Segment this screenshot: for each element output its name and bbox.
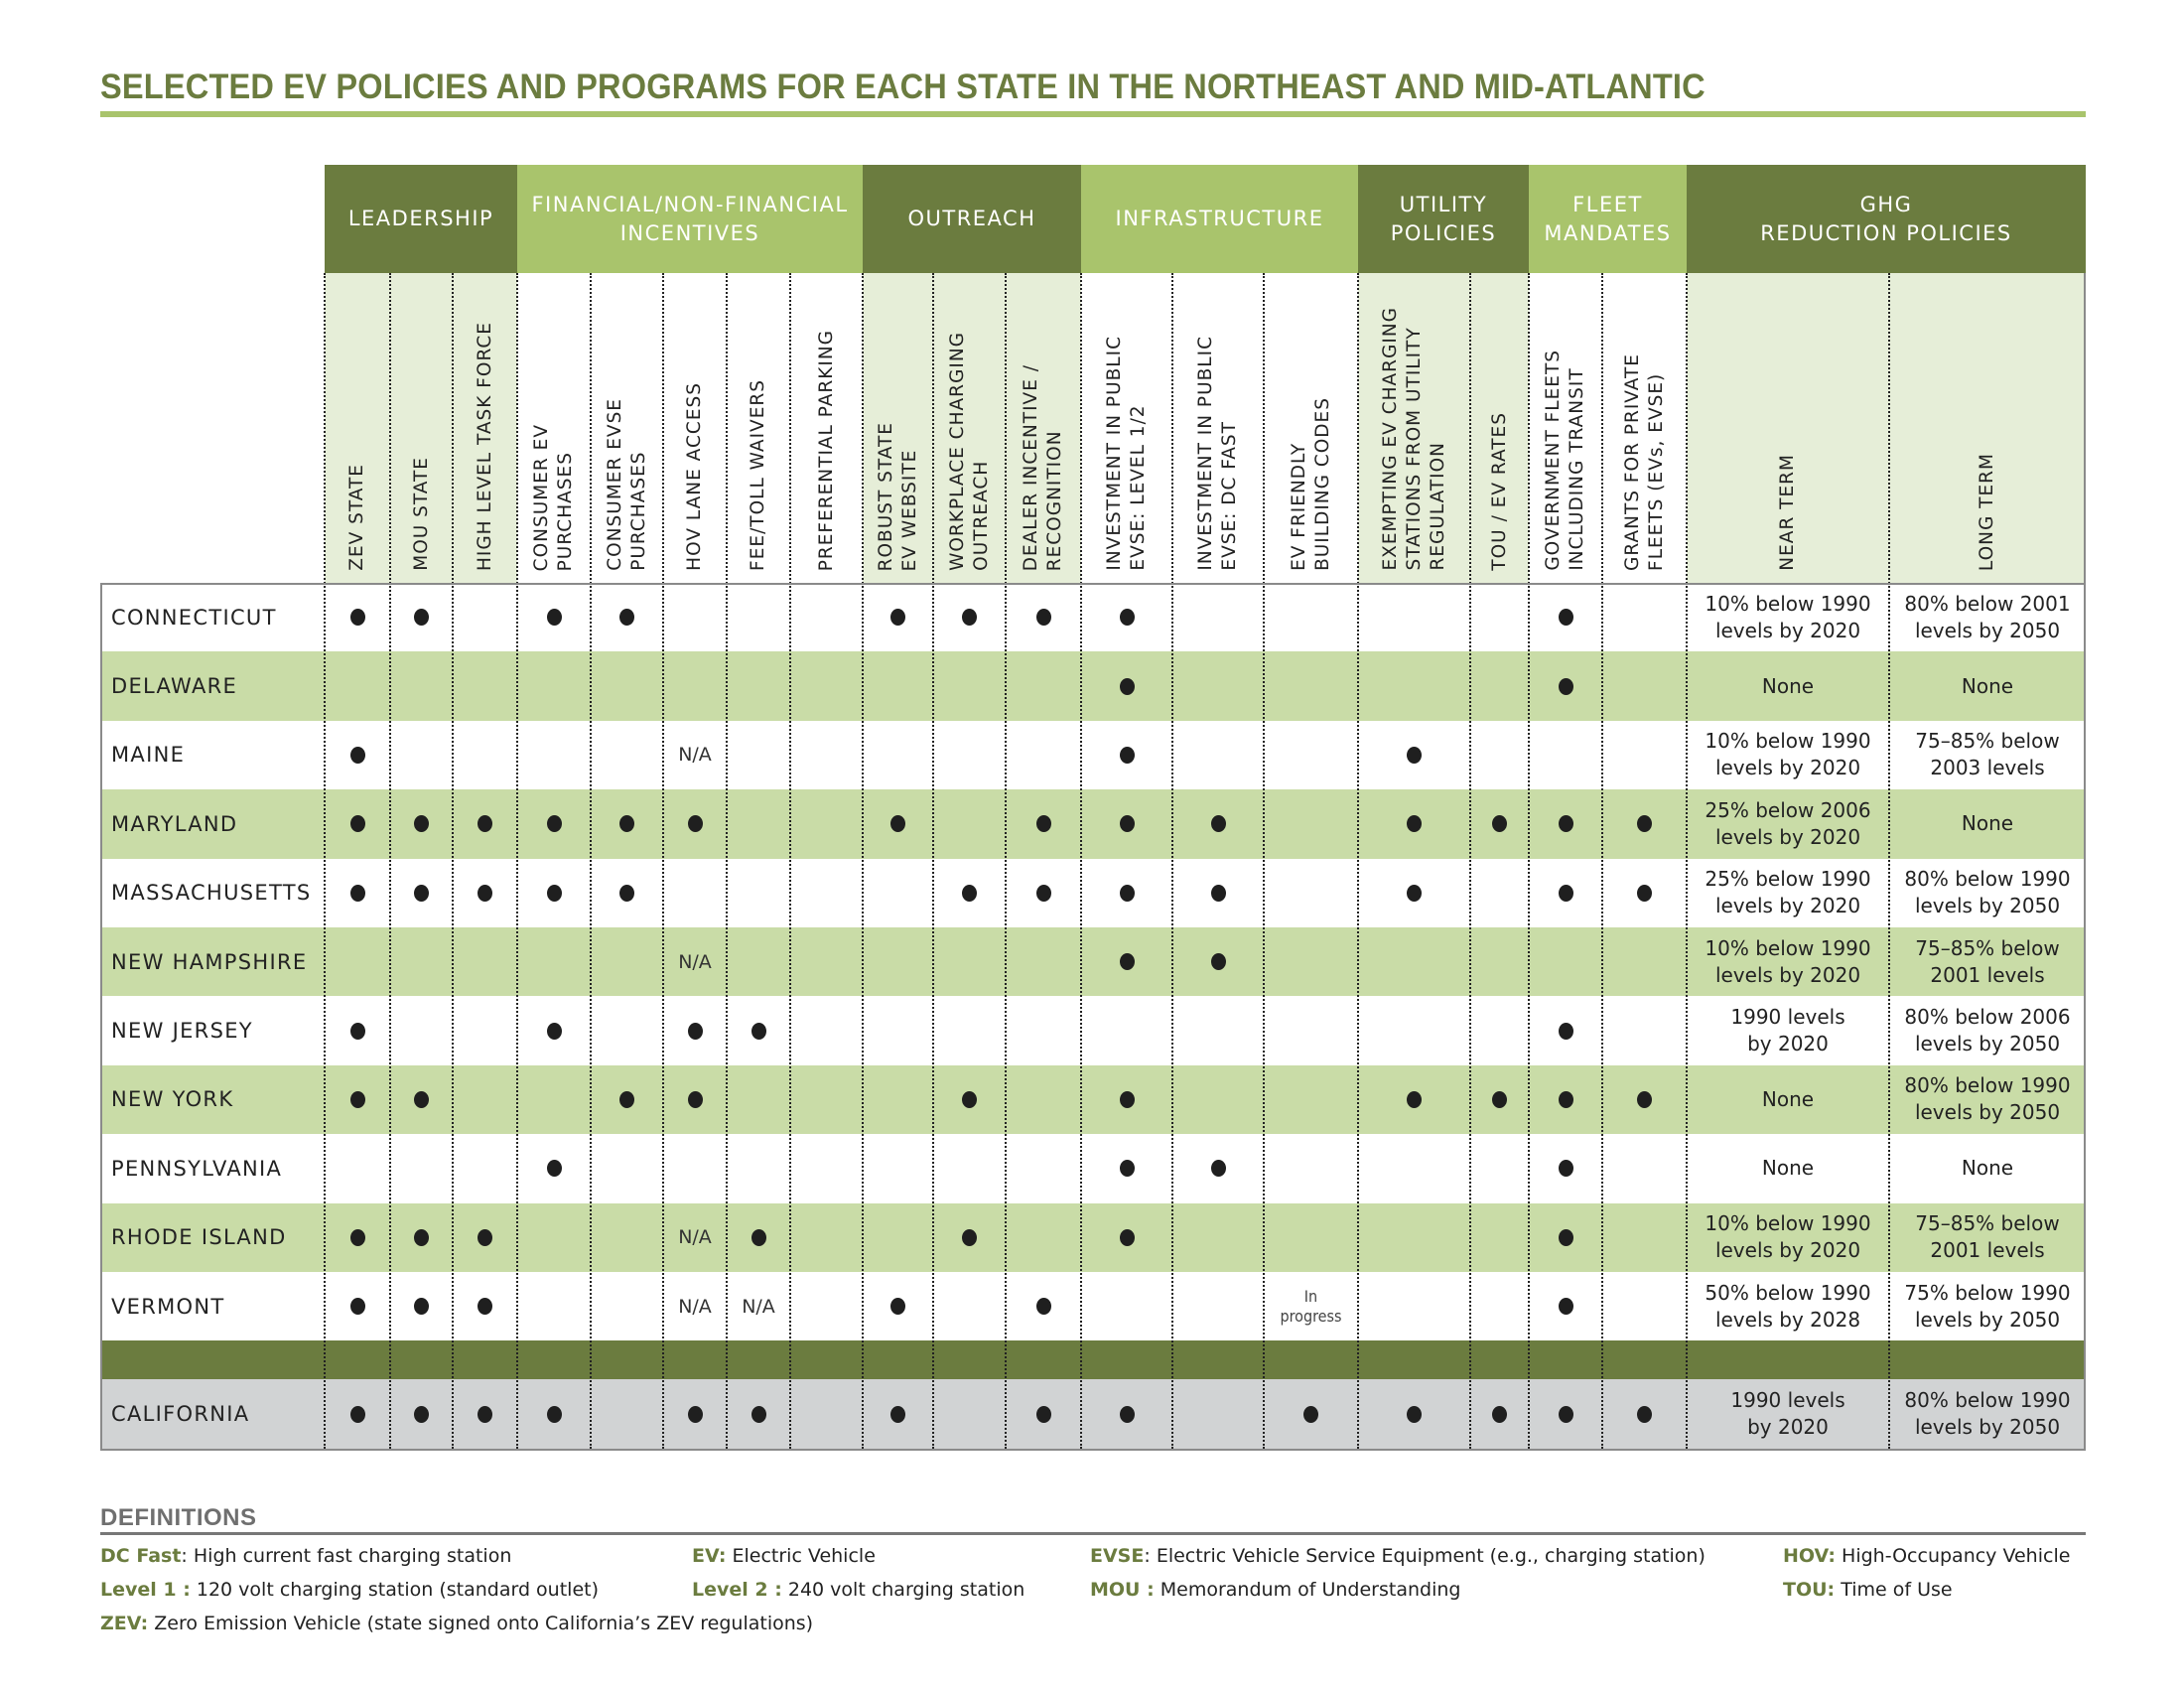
- column-divider: [726, 273, 728, 1449]
- column-header: [1470, 273, 1529, 583]
- column-divider: [932, 273, 934, 1449]
- policy-dot-icon: [1407, 885, 1422, 902]
- column-header: [453, 273, 517, 583]
- group-header: OUTREACH: [863, 165, 1081, 273]
- policy-dot-icon: [1559, 609, 1573, 626]
- table-border-top: [100, 583, 2086, 585]
- long-term-target: None: [1961, 811, 2014, 836]
- column-header-label: MOU STATE: [410, 457, 432, 571]
- column-header: [1006, 273, 1081, 583]
- policy-dot-icon: [478, 885, 492, 902]
- group-header: INFRASTRUCTURE: [1081, 165, 1358, 273]
- column-header-label: GRANTS FOR PRIVATE FLEETS (EVs, EVSE): [1621, 353, 1667, 571]
- column-header-label: HOV LANE ACCESS: [684, 382, 705, 571]
- policy-dot-icon: [1211, 953, 1226, 970]
- policy-dot-icon: [350, 747, 365, 764]
- policy-dot-icon: [962, 1091, 977, 1108]
- near-term-target: 25% below 1990 levels by 2020: [1705, 867, 1871, 918]
- column-divider: [1686, 273, 1688, 1449]
- column-divider: [1888, 273, 1890, 1449]
- policy-dot-icon: [1120, 747, 1135, 764]
- near-term-target: None: [1761, 1156, 1815, 1181]
- policy-dot-icon: [1303, 1406, 1318, 1423]
- section-separator: [100, 1340, 2086, 1379]
- policy-dot-icon: [1559, 1091, 1573, 1108]
- definition-text: Time of Use: [1841, 1579, 1953, 1601]
- policy-dot-icon: [547, 609, 562, 626]
- column-divider: [1601, 273, 1603, 1449]
- policy-dot-icon: [1211, 815, 1226, 832]
- definition-item: [100, 1545, 511, 1567]
- column-divider: [662, 273, 664, 1449]
- policy-dot-icon: [1492, 1406, 1507, 1423]
- policy-dot-icon: [547, 815, 562, 832]
- policy-dot-icon: [414, 1091, 429, 1108]
- policy-dot-icon: [414, 885, 429, 902]
- policy-dot-icon: [1120, 1091, 1135, 1108]
- definition-term: EV:: [692, 1545, 727, 1567]
- column-divider: [590, 273, 592, 1449]
- policy-dot-icon: [1120, 609, 1135, 626]
- policy-dot-icon: [1120, 678, 1135, 695]
- column-divider: [1005, 273, 1007, 1449]
- definition-term: HOV:: [1783, 1545, 1836, 1567]
- definition-text: 120 volt charging station (standard outlet): [196, 1579, 600, 1601]
- policy-dot-icon: [1211, 885, 1226, 902]
- definition-text: Zero Emission Vehicle (state signed onto California’s ZEV regulations): [154, 1613, 814, 1634]
- policy-dot-icon: [890, 1406, 905, 1423]
- near-term-target: 1990 levels by 2020: [1730, 1388, 1845, 1440]
- policy-dot-icon: [1407, 1406, 1422, 1423]
- policy-dot-icon: [1036, 1298, 1051, 1315]
- policy-dot-icon: [1120, 953, 1135, 970]
- policy-dot-icon: [962, 1229, 977, 1246]
- definition-text: 240 volt charging station: [787, 1579, 1025, 1601]
- definition-text: High current fast charging station: [193, 1545, 512, 1567]
- policy-dot-icon: [1559, 1023, 1573, 1040]
- column-header: [1264, 273, 1358, 583]
- column-header-label: EV FRIENDLY BUILDING CODES: [1288, 397, 1333, 571]
- not-applicable: N/A: [678, 1295, 712, 1318]
- table-border-bottom: [100, 1449, 2086, 1451]
- definition-item: [1783, 1545, 2070, 1567]
- near-term-target: 25% below 2006 levels by 2020: [1705, 797, 1871, 849]
- page-title: SELECTED EV POLICIES AND PROGRAMS FOR EACH STATE IN THE NORTHEAST AND MID-ATLANTIC: [100, 68, 1706, 106]
- policy-dot-icon: [1036, 609, 1051, 626]
- column-header: [1687, 273, 1889, 583]
- column-divider: [1469, 273, 1471, 1449]
- near-term-target: 50% below 1990 levels by 2028: [1705, 1280, 1871, 1332]
- long-term-target: 75–85% below 2001 levels: [1915, 935, 2060, 987]
- long-term-target: 75% below 1990 levels by 2050: [1904, 1280, 2071, 1332]
- policy-dot-icon: [1036, 1406, 1051, 1423]
- column-header-label: FEE/TOLL WAIVERS: [748, 379, 768, 571]
- policy-dot-icon: [1637, 1091, 1652, 1108]
- state-name: NEW YORK: [111, 1087, 234, 1112]
- not-applicable: N/A: [742, 1295, 775, 1318]
- definition-text: Memorandum of Understanding: [1160, 1579, 1461, 1601]
- column-header-label: DEALER INCENTIVE / RECOGNITION: [1021, 363, 1065, 571]
- policy-dot-icon: [1407, 747, 1422, 764]
- column-header: [1172, 273, 1264, 583]
- policy-dot-icon: [1211, 1160, 1226, 1177]
- policy-dot-icon: [1637, 885, 1652, 902]
- not-applicable: N/A: [678, 744, 712, 767]
- not-applicable: N/A: [678, 1226, 712, 1249]
- column-header-label: EXEMPTING EV CHARGING STATIONS FROM UTILITY REGULATION: [1379, 307, 1448, 571]
- policy-dot-icon: [962, 885, 977, 902]
- policy-dot-icon: [1559, 1406, 1573, 1423]
- long-term-target: 80% below 2001 levels by 2050: [1904, 591, 2071, 642]
- policy-dot-icon: [619, 1091, 634, 1108]
- column-header-label: CONSUMER EV PURCHASES: [531, 423, 576, 571]
- column-divider: [1528, 273, 1530, 1449]
- long-term-target: 80% below 2006 levels by 2050: [1904, 1005, 2071, 1056]
- policy-dot-icon: [688, 1091, 703, 1108]
- column-header-label: NEAR TERM: [1777, 454, 1798, 571]
- long-term-target: 80% below 1990 levels by 2050: [1904, 1388, 2071, 1440]
- policy-dot-icon: [751, 1229, 766, 1246]
- not-applicable: N/A: [678, 950, 712, 973]
- definition-term: MOU :: [1090, 1579, 1155, 1601]
- definition-separator: :: [181, 1545, 194, 1567]
- policy-dot-icon: [1492, 1091, 1507, 1108]
- column-header: [1081, 273, 1172, 583]
- column-header-label: WORKPLACE CHARGING OUTREACH: [946, 332, 992, 571]
- policy-dot-icon: [1120, 885, 1135, 902]
- in-progress-note: In progress: [1280, 1286, 1342, 1326]
- policy-dot-icon: [688, 815, 703, 832]
- column-header: [390, 273, 453, 583]
- policy-dot-icon: [1036, 885, 1051, 902]
- column-divider: [1263, 273, 1265, 1449]
- column-header: [1602, 273, 1687, 583]
- policy-dot-icon: [688, 1023, 703, 1040]
- definition-term: ZEV:: [100, 1613, 149, 1634]
- policy-dot-icon: [350, 1406, 365, 1423]
- policy-dot-icon: [547, 1160, 562, 1177]
- definition-item: [1783, 1579, 1953, 1601]
- column-header-label: INVESTMENT IN PUBLIC EVSE: DC FAST: [1195, 336, 1240, 571]
- column-divider: [389, 273, 391, 1449]
- column-header: [727, 273, 790, 583]
- near-term-target: 10% below 1990 levels by 2020: [1705, 729, 1871, 780]
- column-header: [1358, 273, 1470, 583]
- state-name: MASSACHUSETTS: [111, 881, 312, 906]
- policy-dot-icon: [414, 1229, 429, 1246]
- group-header: LEADERSHIP: [325, 165, 517, 273]
- column-divider: [1171, 273, 1173, 1449]
- definition-item: [692, 1579, 1024, 1601]
- column-divider: [1080, 273, 1082, 1449]
- table-border-right: [2084, 273, 2086, 1449]
- column-header: [591, 273, 663, 583]
- column-header: [517, 273, 591, 583]
- column-divider: [324, 273, 326, 1449]
- state-name: DELAWARE: [111, 674, 238, 699]
- near-term-target: None: [1761, 1086, 1815, 1111]
- definition-text: Electric Vehicle: [732, 1545, 876, 1567]
- policy-dot-icon: [1559, 1160, 1573, 1177]
- long-term-target: 80% below 1990 levels by 2050: [1904, 867, 2071, 918]
- state-name: MARYLAND: [111, 811, 238, 836]
- near-term-target: 10% below 1990 levels by 2020: [1705, 1211, 1871, 1263]
- definition-text: Electric Vehicle Service Equipment (e.g., charging station): [1156, 1545, 1706, 1567]
- column-header-label: TOU / EV RATES: [1488, 412, 1510, 571]
- policy-dot-icon: [1120, 1406, 1135, 1423]
- column-divider: [862, 273, 864, 1449]
- column-header: [325, 273, 390, 583]
- policy-dot-icon: [1120, 1229, 1135, 1246]
- column-divider: [516, 273, 518, 1449]
- policy-dot-icon: [414, 1406, 429, 1423]
- column-header: [1529, 273, 1602, 583]
- policy-dot-icon: [1559, 815, 1573, 832]
- long-term-target: None: [1961, 1156, 2014, 1181]
- state-name: CALIFORNIA: [111, 1402, 250, 1427]
- state-name: MAINE: [111, 743, 186, 768]
- definition-item: [1090, 1579, 1460, 1601]
- policy-dot-icon: [1637, 1406, 1652, 1423]
- policy-dot-icon: [1120, 1160, 1135, 1177]
- near-term-target: None: [1761, 673, 1815, 698]
- long-term-target: 75–85% below 2001 levels: [1915, 1211, 2060, 1263]
- near-term-target: 10% below 1990 levels by 2020: [1705, 935, 1871, 987]
- definition-term: TOU:: [1783, 1579, 1836, 1601]
- long-term-target: 80% below 1990 levels by 2050: [1904, 1073, 2071, 1125]
- policy-dot-icon: [1036, 815, 1051, 832]
- definition-item: [692, 1545, 876, 1567]
- policy-dot-icon: [350, 1091, 365, 1108]
- policy-dot-icon: [1559, 1229, 1573, 1246]
- near-term-target: 1990 levels by 2020: [1730, 1005, 1845, 1056]
- definition-text: High-Occupancy Vehicle: [1842, 1545, 2071, 1567]
- policy-dot-icon: [751, 1023, 766, 1040]
- column-header-label: CONSUMER EVSE PURCHASES: [604, 398, 649, 571]
- policy-dot-icon: [478, 1406, 492, 1423]
- policy-dot-icon: [350, 885, 365, 902]
- column-divider: [452, 273, 454, 1449]
- policy-dot-icon: [547, 1023, 562, 1040]
- definitions-divider: [100, 1532, 2086, 1535]
- policy-dot-icon: [619, 885, 634, 902]
- column-header: [663, 273, 727, 583]
- policy-dot-icon: [547, 1406, 562, 1423]
- state-name: RHODE ISLAND: [111, 1225, 287, 1250]
- state-name: PENNSYLVANIA: [111, 1156, 283, 1181]
- definition-item: [1090, 1545, 1706, 1567]
- policy-dot-icon: [1559, 678, 1573, 695]
- state-name: CONNECTICUT: [111, 605, 277, 630]
- column-header-label: HIGH LEVEL TASK FORCE: [474, 321, 495, 571]
- policy-dot-icon: [350, 1023, 365, 1040]
- near-term-target: 10% below 1990 levels by 2020: [1705, 591, 1871, 642]
- policy-dot-icon: [1120, 815, 1135, 832]
- definition-term: Level 1 :: [100, 1579, 191, 1601]
- table-border-left: [100, 583, 102, 1449]
- state-name: NEW HAMPSHIRE: [111, 949, 308, 974]
- policy-dot-icon: [350, 1229, 365, 1246]
- column-header: [933, 273, 1006, 583]
- policy-dot-icon: [751, 1406, 766, 1423]
- group-header: UTILITY POLICIES: [1358, 165, 1529, 273]
- state-name: VERMONT: [111, 1294, 225, 1319]
- group-header: GHG REDUCTION POLICIES: [1687, 165, 2086, 273]
- column-header-label: ZEV STATE: [346, 464, 367, 571]
- policy-dot-icon: [350, 609, 365, 626]
- group-header: FINANCIAL/NON-FINANCIAL INCENTIVES: [517, 165, 863, 273]
- policy-dot-icon: [1559, 1298, 1573, 1315]
- column-header: [863, 273, 933, 583]
- definition-item: [100, 1613, 813, 1634]
- policy-dot-icon: [350, 815, 365, 832]
- definitions-heading: DEFINITIONS: [100, 1504, 257, 1531]
- policy-dot-icon: [547, 885, 562, 902]
- column-header: [790, 273, 863, 583]
- policy-dot-icon: [1407, 1091, 1422, 1108]
- state-name: NEW JERSEY: [111, 1019, 253, 1044]
- definition-separator: :: [1144, 1545, 1157, 1567]
- long-term-target: 75–85% below 2003 levels: [1915, 729, 2060, 780]
- definition-item: [100, 1579, 599, 1601]
- policy-dot-icon: [688, 1406, 703, 1423]
- column-divider: [789, 273, 791, 1449]
- long-term-target: None: [1961, 673, 2014, 698]
- column-header-label: ROBUST STATE EV WEBSITE: [875, 421, 920, 571]
- group-header: FLEET MANDATES: [1529, 165, 1687, 273]
- column-header-label: GOVERNMENT FLEETS INCLUDING TRANSIT: [1543, 350, 1587, 571]
- column-divider: [1357, 273, 1359, 1449]
- column-header-label: PREFERENTIAL PARKING: [815, 329, 837, 571]
- column-header: [1889, 273, 2086, 583]
- definition-term: DC Fast: [100, 1545, 182, 1567]
- column-header-label: LONG TERM: [1977, 452, 1997, 571]
- policy-dot-icon: [478, 1229, 492, 1246]
- policy-dot-icon: [350, 1298, 365, 1315]
- policy-dot-icon: [1559, 885, 1573, 902]
- definition-term: EVSE: [1090, 1545, 1145, 1567]
- column-header-label: INVESTMENT IN PUBLIC EVSE: LEVEL 1/2: [1104, 336, 1149, 571]
- definition-term: Level 2 :: [692, 1579, 782, 1601]
